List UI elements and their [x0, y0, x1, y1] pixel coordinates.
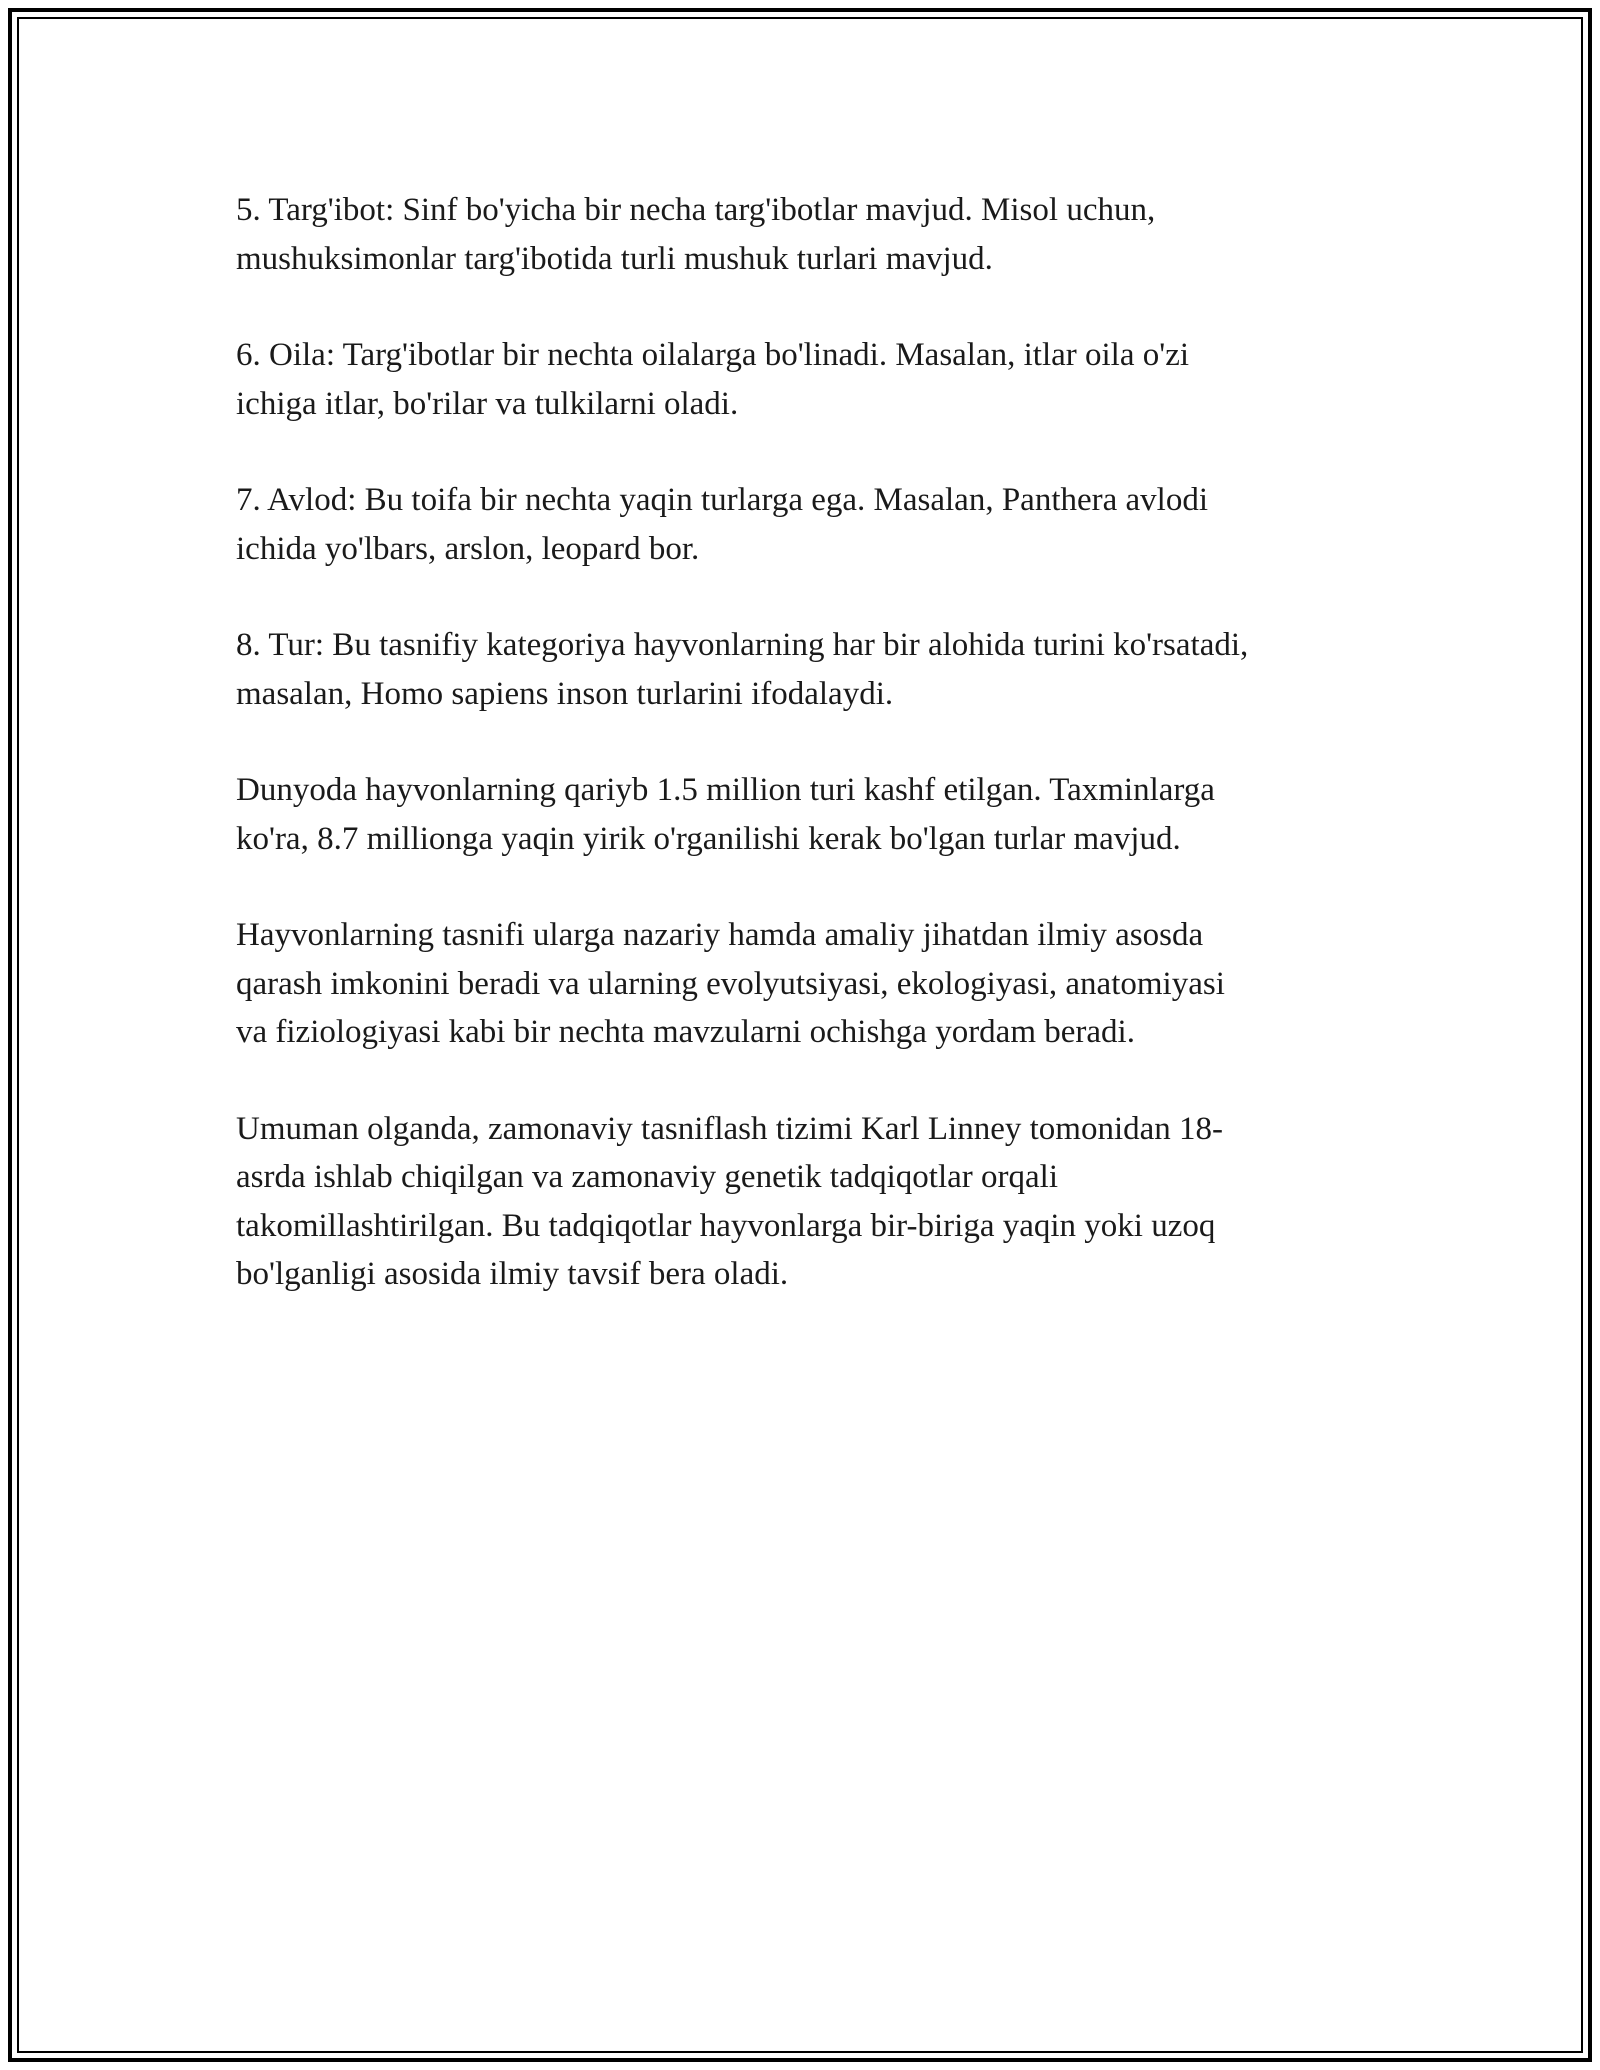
- paragraph-classification-purpose: [236, 911, 1376, 1057]
- text-line: Hayvonlarning tasnifi ularga nazariy hamda amaliy jihatdan ilmiy asosda: [236, 917, 1204, 953]
- text-line: 6. Oila: Targ'ibotlar bir nechta oilalarga bo'linadi. Masalan, itlar oila o'zi: [236, 337, 1190, 373]
- paragraph-avlod: [236, 476, 1376, 573]
- text-line: 5. Targ'ibot: Sinf bo'yicha bir necha targ'ibotlar mavjud. Misol uchun,: [236, 192, 1156, 228]
- text-line: 8. Tur: Bu tasnifiy kategoriya hayvonlarning har bir alohida turini ko'rsatadi,: [236, 627, 1249, 663]
- text-line: ko'ra, 8.7 millionga yaqin yirik o'rganilishi kerak bo'lgan turlar mavjud.: [236, 820, 1181, 857]
- text-line: masalan, Homo sapiens inson turlarini ifodalaydi.: [236, 675, 894, 712]
- text-line: 7. Avlod: Bu toifa bir nechta yaqin turlarga ega. Masalan, Panthera avlodi: [236, 482, 1209, 518]
- document-body: [236, 186, 1376, 1347]
- paragraph-conclusion: [236, 1105, 1376, 1299]
- text-line: Umuman olganda, zamonaviy tasniflash tizimi Karl Linney tomonidan 18-: [236, 1110, 1224, 1147]
- paragraph-tur: [236, 621, 1376, 718]
- text-line: mushuksimonlar targ'ibotida turli mushuk turlari mavjud.: [236, 240, 993, 277]
- text-line: takomillashtirilgan. Bu tadqiqotlar hayvonlarga bir-biriga yaqin yoki uzoq: [236, 1207, 1216, 1244]
- paragraph-species-count: [236, 766, 1376, 863]
- paragraph-oila: [236, 331, 1376, 428]
- text-line: ichiga itlar, bo'rilar va tulkilarni oladi.: [236, 385, 739, 422]
- paragraph-targibot: [236, 186, 1376, 283]
- text-line: asrda ishlab chiqilgan va zamonaviy genetik tadqiqotlar orqali: [236, 1159, 1058, 1195]
- text-line: ichida yo'lbars, arslon, leopard bor.: [236, 530, 700, 567]
- text-line: qarash imkonini beradi va ularning evolyutsiyasi, ekologiyasi, anatomiyasi: [236, 965, 1225, 1002]
- text-line: Dunyoda hayvonlarning qariyb 1.5 million turi kashf etilgan. Taxminlarga: [236, 772, 1215, 808]
- text-line: va fiziologiyasi kabi bir nechta mavzularni ochishga yordam beradi.: [236, 1014, 1135, 1050]
- text-line: bo'lganligi asosida ilmiy tavsif bera oladi.: [236, 1256, 789, 1292]
